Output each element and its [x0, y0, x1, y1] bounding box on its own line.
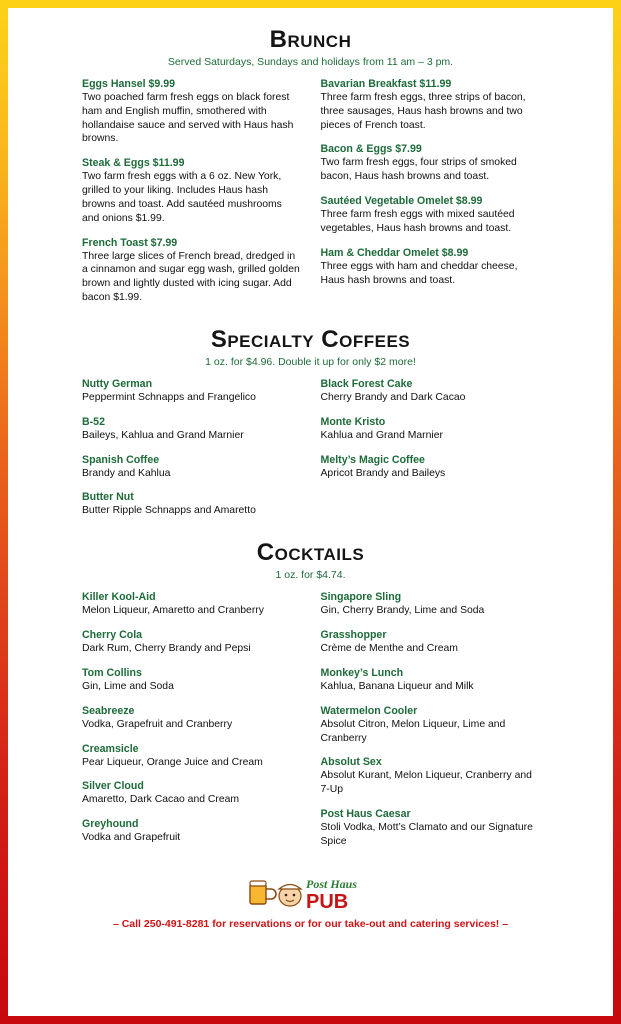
menu-item: [82, 705, 301, 732]
section-subtitle-brunch: Served Saturdays, Sundays and holidays from 11 am – 3 pm.: [167, 56, 454, 68]
menu-item-name: Black Forest Cake: [320, 377, 413, 390]
menu-item: [82, 157, 301, 225]
menu-item: [321, 591, 540, 618]
menu-item-desc: Kahlua, Banana Liqueur and Milk: [320, 680, 474, 692]
menu-item-name: Eggs Hansel $9.99: [82, 78, 176, 90]
menu-item-name: Tom Collins: [82, 666, 142, 679]
menu-item-name: Steak & Eggs $11.99: [82, 157, 185, 170]
footer-contact: – Call 250-491-8281 for reservations or for our take-out and catering services! –: [112, 917, 509, 930]
menu-item: [82, 416, 301, 443]
menu-item: [82, 491, 301, 518]
chef-icon: [279, 884, 301, 906]
menu-item-name: Ham & Cheddar Omelet $8.99: [320, 246, 469, 259]
menu-item-name: Absolut Sex: [320, 756, 382, 769]
menu-item-name: Cherry Cola: [82, 629, 143, 642]
menu-item: [82, 780, 301, 807]
menu-item-name: Butter Nut: [82, 491, 134, 504]
coffees-right-column: [321, 378, 540, 529]
cocktails-right-column: [321, 591, 540, 859]
menu-item-name: Bacon & Eggs $7.99: [320, 143, 422, 156]
menu-item-desc: Gin, Lime and Soda: [82, 680, 174, 692]
menu-item-name: Sautéed Vegetable Omelet $8.99: [320, 195, 483, 208]
brunch-right-column: [321, 78, 540, 316]
menu-item: [321, 195, 540, 236]
menu-item-desc: Three farm fresh eggs with mixed sautéed vegetables, Haus hash browns and toast.: [320, 209, 515, 234]
menu-item: [321, 756, 540, 797]
menu-item-desc: Gin, Cherry Brandy, Lime and Soda: [320, 605, 485, 617]
menu-item: [321, 629, 540, 656]
menu-item-desc: Peppermint Schnapps and Frangelico: [82, 391, 256, 403]
menu-item-name: Nutty German: [82, 377, 153, 390]
menu-item-name: Killer Kool-Aid: [82, 591, 156, 604]
menu-item-desc: Vodka, Grapefruit and Cranberry: [82, 718, 233, 730]
logo-area: [82, 872, 539, 912]
menu-item-desc: Two poached farm fresh eggs on black forest ham and English muffin, smothered with hollandaise sauce and served with Haus hash browns.: [82, 92, 294, 145]
menu-item-desc: Pear Liqueur, Orange Juice and Cream: [82, 756, 263, 768]
menu-item-desc: Amaretto, Dark Cacao and Cream: [82, 794, 240, 806]
menu-item-desc: Brandy and Kahlua: [82, 467, 171, 479]
menu-item-desc: Baileys, Kahlua and Grand Marnier: [82, 429, 244, 441]
menu-content: [8, 8, 613, 1016]
menu-item-desc: Crème de Menthe and Cream: [320, 643, 458, 655]
menu-item-desc: Cherry Brandy and Dark Cacao: [320, 391, 466, 403]
logo-line2: PUB: [305, 890, 348, 913]
menu-item: [82, 237, 301, 305]
menu-item: [82, 454, 301, 481]
menu-item-name: Watermelon Cooler: [320, 704, 418, 717]
menu-item: [82, 378, 301, 405]
logo-line1: Post Haus: [305, 876, 357, 891]
menu-item-name: French Toast $7.99: [82, 236, 178, 249]
menu-item-desc: Apricot Brandy and Baileys: [320, 467, 446, 479]
menu-item-name: Spanish Coffee: [82, 453, 160, 466]
menu-item-desc: Kahlua and Grand Marnier: [320, 429, 443, 441]
menu-item-desc: Butter Ripple Schnapps and Amaretto: [82, 505, 256, 517]
menu-item-name: Singapore Sling: [320, 591, 402, 604]
menu-item-desc: Three large slices of French bread, dredged in a cinnamon and sugar egg wash, grilled golden brown and lightly dusted with icing sugar. Add bacon $1.99.: [82, 250, 300, 304]
menu-item: [82, 629, 301, 656]
section-title-brunch: Brunch: [269, 26, 352, 53]
menu-item: [321, 143, 540, 184]
section-title-specialty-coffees: Specialty Coffees: [210, 325, 411, 353]
section-subtitle-cocktails: 1 oz. for $4.74.: [275, 569, 346, 582]
menu-item: [82, 743, 301, 770]
menu-item-desc: Absolut Kurant, Melon Liqueur, Cranberry and 7-Up: [320, 770, 532, 796]
menu-item: [321, 78, 540, 132]
menu-item-name: Bavarian Breakfast $11.99: [320, 78, 452, 90]
menu-item: [82, 667, 301, 694]
menu-item-name: Creamsicle: [82, 742, 139, 755]
menu-item-name: Monte Kristo: [320, 415, 386, 428]
brunch-columns: [82, 78, 539, 316]
section-title-cocktails: Cocktails: [256, 539, 365, 567]
brunch-left-column: [82, 78, 301, 316]
menu-item-name: Melty’s Magic Coffee: [320, 453, 425, 466]
menu-item-name: B-52: [82, 415, 105, 428]
menu-item-desc: Stoli Vodka, Mott’s Clamato and our Signature Spice: [320, 822, 533, 847]
menu-item-desc: Two farm fresh eggs, four strips of smoked bacon, Haus hash browns and toast.: [320, 157, 517, 183]
menu-item-name: Post Haus Caesar: [320, 808, 411, 821]
menu-item-desc: Two farm fresh eggs with a 6 oz. New York, grilled to your liking. Includes Haus hash browns and toast. Add sautéed mushrooms and onions $1.99.: [82, 171, 282, 224]
cocktails-columns: [82, 591, 539, 859]
menu-item-desc: Vodka and Grapefruit: [82, 832, 181, 844]
coffees-left-column: [82, 378, 301, 529]
post-haus-pub-logo: [246, 872, 376, 912]
menu-item: [321, 378, 540, 405]
menu-item-name: Seabreeze: [82, 704, 135, 717]
menu-item-desc: Three eggs with ham and cheddar cheese, Haus hash browns and toast.: [320, 260, 518, 286]
menu-item-desc: Melon Liqueur, Amaretto and Cranberry: [82, 605, 264, 617]
menu-item: [321, 667, 540, 694]
menu-item-desc: Absolut Citron, Melon Liqueur, Lime and Cranberry: [320, 718, 506, 744]
menu-item-name: Greyhound: [82, 818, 139, 831]
menu-item: [321, 454, 540, 481]
menu-item-desc: Dark Rum, Cherry Brandy and Pepsi: [82, 643, 251, 655]
menu-item-name: Grasshopper: [320, 629, 387, 642]
beer-mug-icon: [250, 881, 276, 904]
menu-item: [82, 818, 301, 845]
menu-item: [321, 247, 540, 288]
menu-item: [321, 705, 540, 746]
menu-item: [82, 591, 301, 618]
menu-item: [82, 78, 301, 146]
section-subtitle-specialty-coffees: 1 oz. for $4.96. Double it up for only $2 more!: [205, 355, 416, 368]
menu-item: [321, 808, 540, 849]
menu-item-name: Silver Cloud: [82, 780, 144, 793]
cocktails-left-column: [82, 591, 301, 859]
coffees-columns: [82, 378, 539, 529]
menu-item-name: Monkey’s Lunch: [320, 666, 404, 679]
menu-item-desc: Three farm fresh eggs, three strips of bacon, three sausages, Haus hash browns and two pieces of French toast.: [320, 92, 526, 131]
menu-item: [321, 416, 540, 443]
